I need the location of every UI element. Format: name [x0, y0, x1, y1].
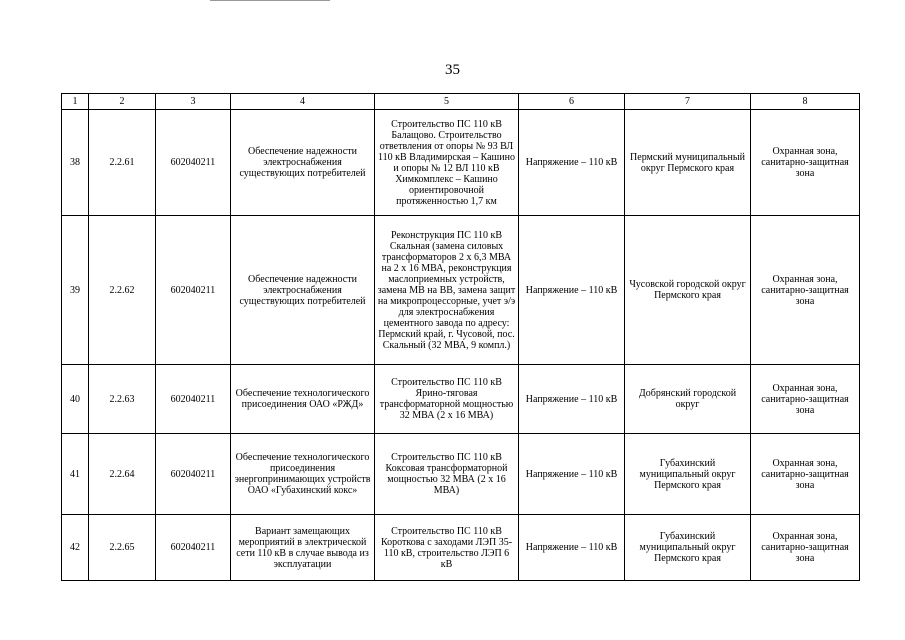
column-header: 4 [231, 94, 375, 110]
zone-cell: Охранная зона, санитарно-защитная зона [751, 434, 860, 515]
column-header: 3 [156, 94, 231, 110]
characteristics-cell: Напряжение – 110 кВ [519, 110, 625, 216]
column-header: 5 [375, 94, 519, 110]
description-cell: Строительство ПС 110 кВ Балащово. Строительство ответвления от опоры № 93 ВЛ 110 кВ Владимирская – Кашино и опоры № 12 ВЛ 110 кВ Химкомплекс – Кашино ориентировочной протяженностью 1,7 км [375, 110, 519, 216]
row-number-cell: 42 [62, 515, 89, 581]
purpose-cell: Обеспечение надежности электроснабжения существующих потребителей [231, 216, 375, 365]
row-number-cell: 38 [62, 110, 89, 216]
item-code-cell: 2.2.65 [89, 515, 156, 581]
location-cell: Добрянский городской округ [625, 365, 751, 434]
row-number-cell: 41 [62, 434, 89, 515]
description-cell: Строительство ПС 110 кВ Коксовая трансформаторной мощностью 32 МВА (2 х 16 МВА) [375, 434, 519, 515]
row-number-cell: 40 [62, 365, 89, 434]
table-row [62, 365, 860, 434]
column-header: 7 [625, 94, 751, 110]
characteristics-cell: Напряжение – 110 кВ [519, 216, 625, 365]
data-table [61, 93, 860, 581]
item-code-cell: 2.2.62 [89, 216, 156, 365]
column-header: 8 [751, 94, 860, 110]
classifier-code-cell: 602040211 [156, 434, 231, 515]
table-row [62, 434, 860, 515]
location-cell: Чусовской городской округ Пермского края [625, 216, 751, 365]
characteristics-cell: Напряжение – 110 кВ [519, 365, 625, 434]
description-cell: Реконструкция ПС 110 кВ Скальная (замена силовых трансформаторов 2 х 6,3 МВА на 2 х 16 МВА, реконструкция маслоприемных устройств, замена МВ на ВВ, замена защит на микропроцессорные, учет э/э для электроснабжения цементного завода по адресу: Пермский край, г. Чусовой, пос. Скальный (32 МВА, 9 компл.) [375, 216, 519, 365]
classifier-code-cell: 602040211 [156, 216, 231, 365]
purpose-cell: Обеспечение надежности электроснабжения существующих потребителей [231, 110, 375, 216]
item-code-cell: 2.2.64 [89, 434, 156, 515]
page-number: 35 [445, 62, 460, 78]
location-cell: Губахинский муниципальный округ Пермского края [625, 434, 751, 515]
row-number-cell: 39 [62, 216, 89, 365]
classifier-code-cell: 602040211 [156, 515, 231, 581]
table-header-row [62, 94, 860, 110]
purpose-cell: Обеспечение технологического присоединения энергопринимающих устройств ОАО «Губахинский кокс» [231, 434, 375, 515]
column-header: 6 [519, 94, 625, 110]
description-cell: Строительство ПС 110 кВ Ярино-тяговая трансформаторной мощностью 32 МВА (2 х 16 МВА) [375, 365, 519, 434]
classifier-code-cell: 602040211 [156, 110, 231, 216]
column-header: 2 [89, 94, 156, 110]
table-row [62, 515, 860, 581]
purpose-cell: Вариант замещающих мероприятий в электрической сети 110 кВ в случае вывода из эксплуатации [231, 515, 375, 581]
description-cell: Строительство ПС 110 кВ Короткова с заходами ЛЭП 35-110 кВ, строительство ЛЭП 6 кВ [375, 515, 519, 581]
location-cell: Губахинский муниципальный округ Пермского края [625, 515, 751, 581]
column-header: 1 [62, 94, 89, 110]
zone-cell: Охранная зона, санитарно-защитная зона [751, 515, 860, 581]
item-code-cell: 2.2.61 [89, 110, 156, 216]
zone-cell: Охранная зона, санитарно-защитная зона [751, 216, 860, 365]
classifier-code-cell: 602040211 [156, 365, 231, 434]
table-row [62, 110, 860, 216]
item-code-cell: 2.2.63 [89, 365, 156, 434]
zone-cell: Охранная зона, санитарно-защитная зона [751, 365, 860, 434]
purpose-cell: Обеспечение технологического присоединения ОАО «РЖД» [231, 365, 375, 434]
top-rule [210, 0, 330, 1]
characteristics-cell: Напряжение – 110 кВ [519, 515, 625, 581]
table-row [62, 216, 860, 365]
location-cell: Пермский муниципальный округ Пермского края [625, 110, 751, 216]
characteristics-cell: Напряжение – 110 кВ [519, 434, 625, 515]
zone-cell: Охранная зона, санитарно-защитная зона [751, 110, 860, 216]
